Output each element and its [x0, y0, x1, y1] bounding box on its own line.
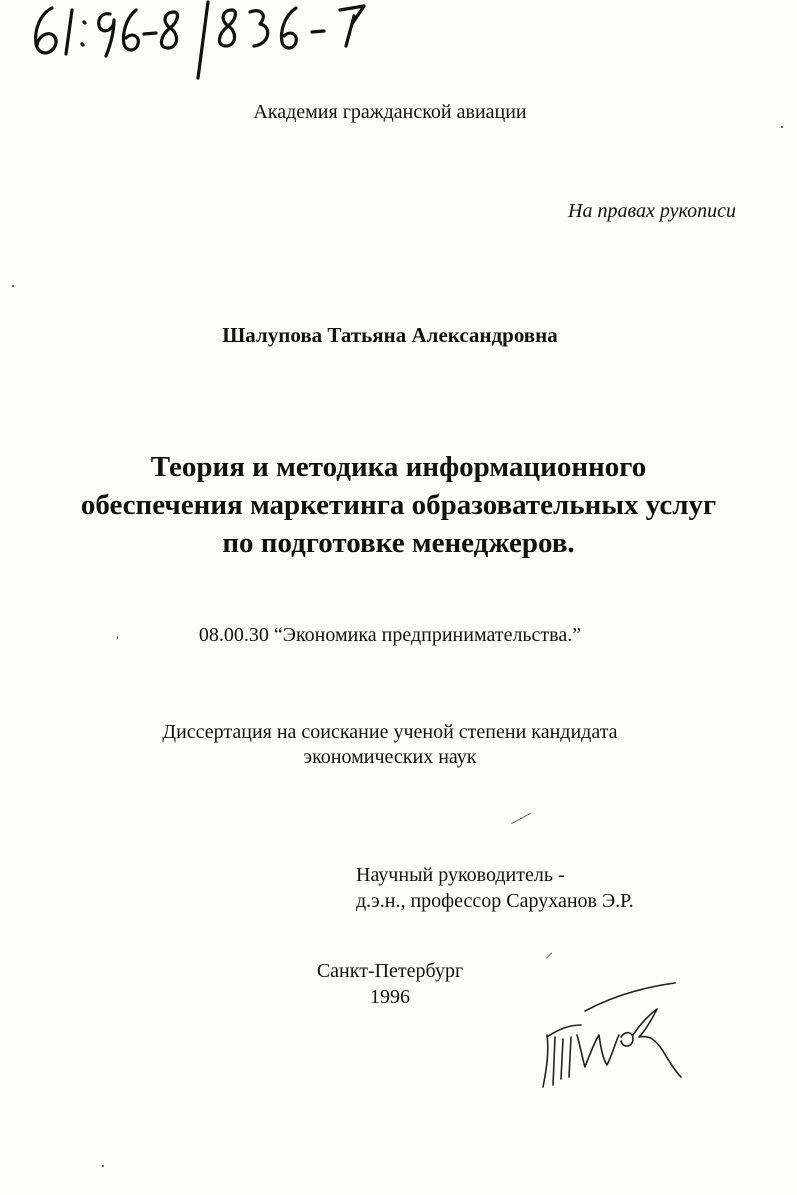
title-line: обеспечения маркетинга образовательных услуг: [80, 489, 717, 521]
rights-note: На правах рукописи: [568, 200, 736, 222]
dissertation-degree: [0, 720, 780, 770]
handwritten-archive-code: [28, 0, 368, 80]
handwritten-code-drawing: [28, 0, 368, 80]
handwritten-signature: [525, 975, 685, 1095]
author-name: Шалупова Татьяна Александровна: [222, 323, 558, 347]
title-line: по подготовке менеджеров.: [222, 527, 575, 559]
scan-speck: [102, 1165, 104, 1167]
scientific-supervisor: [356, 862, 634, 914]
title-line: Теория и методика информационного: [150, 451, 647, 483]
scan-speck: [117, 636, 118, 639]
supervisor-line: д.э.н., профессор Саруханов Э.Р.: [356, 890, 634, 912]
dissertation-title: [0, 448, 797, 562]
city-and-year: [300, 958, 480, 1010]
specialty-code: 08.00.30 “Экономика предпринимательства.”: [198, 624, 582, 646]
scan-speck: [12, 285, 14, 287]
scan-speck: [546, 952, 552, 958]
supervisor-line: Научный руководитель -: [356, 864, 565, 886]
scan-speck: [781, 126, 783, 128]
scan-speck: [511, 813, 531, 824]
institution-name: Академия гражданской авиации: [253, 101, 527, 123]
degree-line: экономических наук: [303, 746, 477, 768]
signature-drawing: [525, 975, 685, 1095]
city-name: Санкт-Петербург: [316, 960, 464, 982]
degree-line: Диссертация на соискание ученой степени кандидата: [162, 721, 618, 743]
year: 1996: [370, 986, 410, 1008]
